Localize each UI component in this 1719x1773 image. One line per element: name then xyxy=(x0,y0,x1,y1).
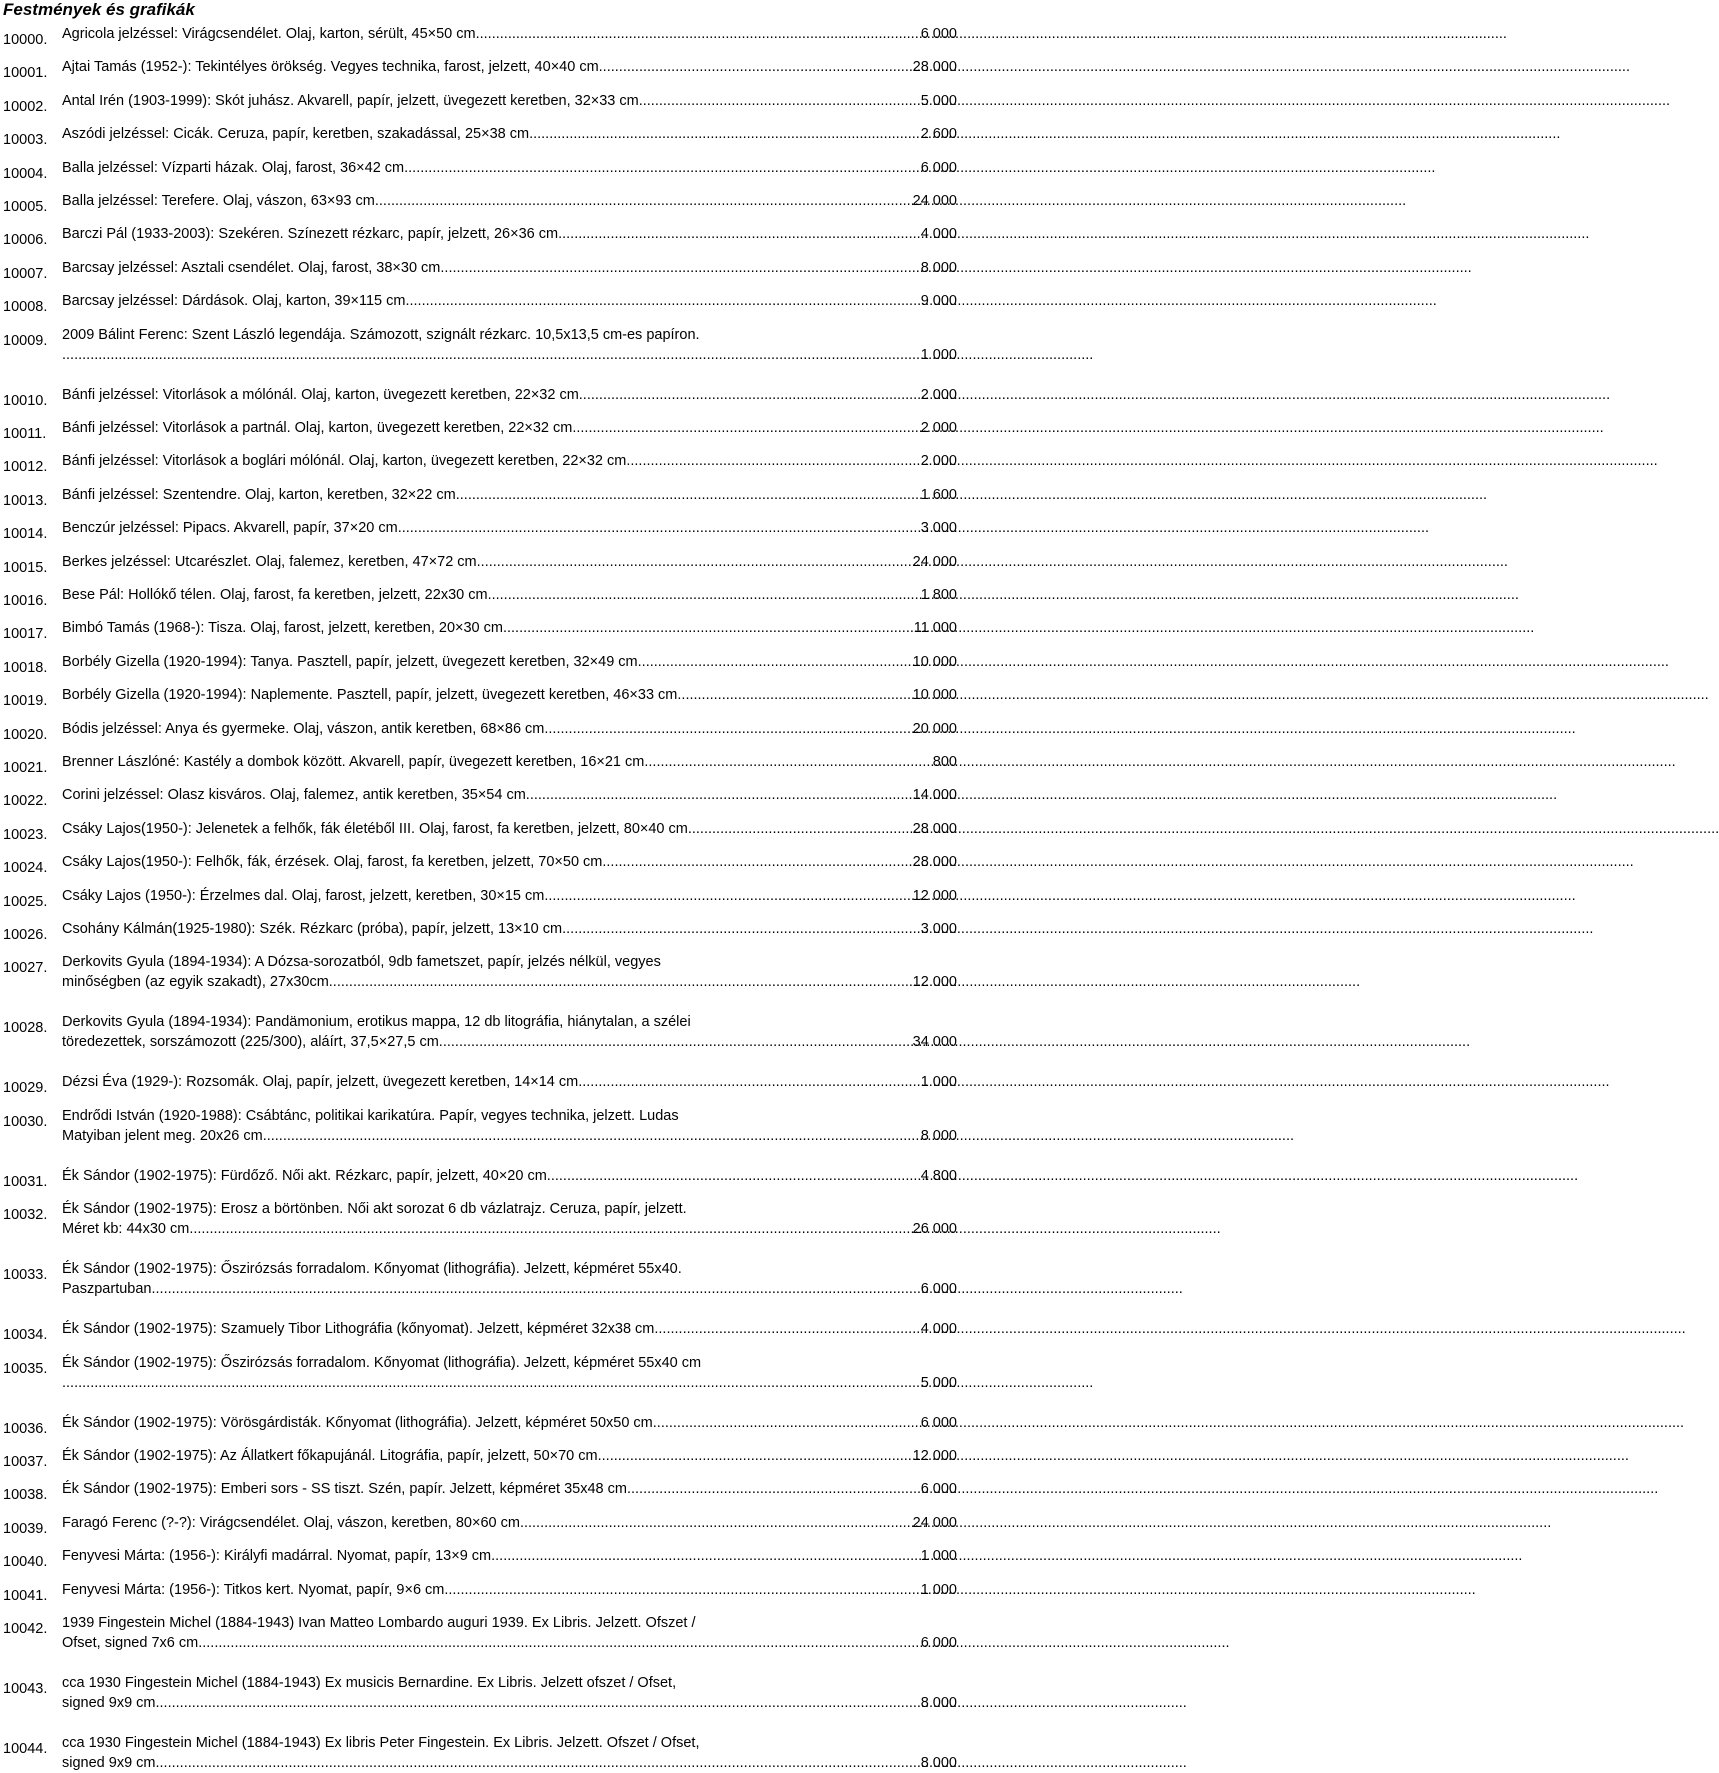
lot-description xyxy=(62,952,957,992)
lot-number: 10031. xyxy=(3,1173,48,1190)
lot-price: 9 000 xyxy=(920,293,957,310)
lot-description xyxy=(62,752,957,772)
lot-price: 1 800 xyxy=(920,587,957,603)
lot-price: 5 000 xyxy=(920,92,957,109)
lot-text: Bódis jelzéssel: Anya és gyermeke. Olaj, vászon, antik keretben, 68×86 cm xyxy=(62,720,545,737)
lot-text: cca 1930 Fingestein Michel (1884-1943) Ex libris Peter Fingestein. Ex Libris. Jelzett. Ofszet / Ofset, xyxy=(62,1735,700,1751)
lot-text: Barczi Pál (1933-2003): Szekéren. Színezett rézkarc, papír, jelzett, 26×36 cm xyxy=(62,226,559,243)
lot-text: Bánfi jelzéssel: Vitorlások a partnál. Olaj, karton, üvegezett keretben, 22×32 cm xyxy=(62,420,573,436)
lot-description xyxy=(62,1319,957,1339)
lot-number: 10023. xyxy=(3,826,48,843)
lot-number: 10033. xyxy=(3,1267,48,1284)
dot-leader xyxy=(404,158,921,178)
lot-description xyxy=(62,1479,957,1499)
lot-text: Bánfi jelzéssel: Vitorlások a boglári mólónál. Olaj, karton, üvegezett keretben, 22×32 cm xyxy=(62,453,627,470)
lot-text: Aszódi jelzéssel: Cicák. Ceruza, papír, keretben, szakadással, 25×38 cm xyxy=(62,126,530,143)
lot-description xyxy=(62,291,957,311)
lot-text: Corini jelzéssel: Olasz kisváros. Olaj, falemez, antik keretben, 35×54 cm xyxy=(62,787,526,804)
dot-leader xyxy=(439,1032,913,1052)
lot-text: Fenyvesi Márta: (1956-): Királyfi madárral. Nyomat, papír, 13×9 cm xyxy=(62,1548,492,1565)
lot-description xyxy=(62,1513,957,1533)
lot-number: 10029. xyxy=(3,1080,48,1097)
lot-line xyxy=(62,385,957,405)
lot-text: Bese Pál: Hollókő télen. Olaj, farost, fa keretben, jelzett, 22x30 cm xyxy=(62,587,488,603)
lot-line xyxy=(62,1373,957,1393)
lot-line xyxy=(62,91,957,111)
lot-description xyxy=(62,451,957,471)
lot-text: Csohány Kálmán(1925-1980): Szék. Rézkarc (próba), papír, jelzett, 13×10 cm xyxy=(62,921,563,937)
lot-price: 10 000 xyxy=(912,687,957,704)
lot-number: 10014. xyxy=(3,526,48,543)
lot-description xyxy=(62,1072,957,1092)
lot-number: 10007. xyxy=(3,265,48,282)
dot-leader xyxy=(578,1072,920,1092)
dot-leader xyxy=(598,1446,913,1466)
lot-line xyxy=(62,919,957,939)
dot-leader xyxy=(644,752,932,772)
lot-price: 1 000 xyxy=(920,1581,957,1598)
lot-text: Brenner Lászlóné: Kastély a dombok között. Akvarell, papír, üvegezett keretben, 16×21 cm xyxy=(62,754,645,770)
dot-leader xyxy=(477,552,913,572)
lot-description xyxy=(62,24,957,44)
lot-text: Ajtai Tamás (1952-): Tekintélyes örökség. Vegyes technika, farost, jelzett, 40×40 cm xyxy=(62,59,599,76)
lot-text: Ék Sándor (1902-1975): Őszirózsás forradalom. Kőnyomat (lithográfia). Jelzett, képméret 55x40 cm xyxy=(62,1354,702,1371)
dot-leader xyxy=(599,57,913,77)
lot-description xyxy=(62,652,957,672)
lot-text: Ék Sándor (1902-1975): Őszirózsás forradalom. Kőnyomat (lithográfia). Jelzett, képméret 55x40. xyxy=(62,1261,682,1278)
lot-text: 1939 Fingestein Michel (1884-1943) Ivan Matteo Lombardo auguri 1939. Ex Libris. Jelzett. Ofszet / xyxy=(62,1615,696,1631)
lot-description xyxy=(62,258,957,278)
dot-leader xyxy=(62,345,921,365)
lot-description xyxy=(62,886,957,906)
lot-text: Ék Sándor (1902-1975): Vörösgárdisták. Kőnyomat (lithográfia). Jelzett, képméret 50x50 cm xyxy=(62,1414,653,1431)
lot-line xyxy=(62,1072,957,1092)
lot-line xyxy=(62,224,957,244)
lot-line xyxy=(62,652,957,672)
lot-text: Barcsay jelzéssel: Dárdások. Olaj, karton, 39×115 cm xyxy=(62,293,406,310)
dot-leader xyxy=(156,1693,921,1713)
lot-price: 24 000 xyxy=(912,1514,957,1531)
lot-price: 12 000 xyxy=(912,1448,957,1464)
dot-leader xyxy=(572,418,920,438)
lot-price: 1 000 xyxy=(920,346,957,363)
dot-leader xyxy=(639,91,921,111)
lot-number: 10026. xyxy=(3,927,48,943)
lot-number: 10037. xyxy=(3,1454,48,1470)
lot-price: 24 000 xyxy=(912,553,957,570)
dot-leader xyxy=(653,1413,921,1433)
lot-description xyxy=(62,418,957,438)
dot-leader xyxy=(558,224,921,244)
dot-leader xyxy=(440,258,920,278)
dot-leader xyxy=(491,1546,921,1566)
lot-description xyxy=(62,124,957,144)
dot-leader xyxy=(638,652,913,672)
dot-leader xyxy=(151,1279,920,1299)
lot-price: 12 000 xyxy=(912,974,957,991)
dot-leader xyxy=(189,1219,912,1239)
lot-text: Ofset, signed 7x6 cm xyxy=(62,1635,199,1651)
lot-text: Barcsay jelzéssel: Asztali csendélet. Olaj, farost, 38×30 cm xyxy=(62,259,441,276)
lot-line xyxy=(62,345,957,365)
dot-leader xyxy=(405,291,920,311)
lot-price: 8 000 xyxy=(920,1755,957,1771)
lot-description xyxy=(62,852,957,872)
lot-number: 10043. xyxy=(3,1681,48,1697)
lot-description xyxy=(62,1259,957,1299)
lot-text: Bimbó Tamás (1968-): Tisza. Olaj, farost, jelzett, keretben, 20×30 cm xyxy=(62,620,503,637)
lot-text: Ék Sándor (1902-1975): Az Állatkert főkapujánál. Litográfia, papír, jelzett, 50×70 cm xyxy=(62,1448,598,1464)
lot-number: 10000. xyxy=(3,32,48,48)
lot-line xyxy=(62,972,957,992)
lot-line xyxy=(62,685,957,705)
lot-description xyxy=(62,1413,957,1433)
lot-price: 1 000 xyxy=(920,1548,957,1565)
lot-line xyxy=(62,1446,957,1466)
lot-text: Csáky Lajos(1950-): Felhők, fák, érzések. Olaj, farost, fa keretben, jelzett, 70×50 cm xyxy=(62,854,603,871)
dot-leader xyxy=(156,1753,921,1773)
dot-leader xyxy=(263,1126,921,1146)
dot-leader xyxy=(529,124,921,144)
dot-leader xyxy=(544,719,912,739)
lot-description xyxy=(62,719,957,739)
lot-line xyxy=(62,258,957,278)
lot-line xyxy=(62,1513,957,1533)
lot-text: Antal Irén (1903-1999): Skót juhász. Akvarell, papír, jelzett, üvegezett keretben, 32×33 cm xyxy=(62,92,639,109)
lot-line xyxy=(62,451,957,471)
lot-text: Fenyvesi Márta: (1956-): Titkos kert. Nyomat, papír, 9×6 cm xyxy=(62,1581,445,1598)
lot-line xyxy=(62,1580,957,1600)
lot-number: 10034. xyxy=(3,1327,48,1344)
lot-price: 6 000 xyxy=(920,1281,957,1298)
lot-text: Berkes jelzéssel: Utcarészlet. Olaj, falemez, keretben, 47×72 cm xyxy=(62,553,477,570)
lot-description xyxy=(62,1012,957,1052)
lot-number: 10025. xyxy=(3,893,48,910)
dot-leader xyxy=(503,618,914,638)
lot-price: 28 000 xyxy=(912,59,957,76)
lot-description xyxy=(62,919,957,939)
lot-description xyxy=(62,385,957,405)
dot-leader xyxy=(398,518,921,538)
lot-price: 8 000 xyxy=(920,1127,957,1144)
lot-number: 10030. xyxy=(3,1113,48,1130)
lot-line xyxy=(62,886,957,906)
lot-text: Ék Sándor (1902-1975): Fürdőző. Női akt. Rézkarc, papír, jelzett, 40×20 cm xyxy=(62,1167,547,1184)
lot-description xyxy=(62,1733,957,1773)
lot-price: 14 000 xyxy=(912,787,957,804)
lot-line xyxy=(62,1413,957,1433)
dot-leader xyxy=(688,819,913,839)
lot-price: 26 000 xyxy=(912,1221,957,1238)
lot-text: Borbély Gizella (1920-1994): Tanya. Pasztell, papír, jelzett, üvegezett keretben, 32×49 cm xyxy=(62,653,638,670)
lot-price: 800 xyxy=(932,754,957,770)
lot-number: 10018. xyxy=(3,659,48,676)
dot-leader xyxy=(626,451,920,471)
lot-line xyxy=(62,1479,957,1499)
lot-description xyxy=(62,57,957,77)
dot-leader xyxy=(654,1319,920,1339)
dot-leader xyxy=(579,385,921,405)
lot-description xyxy=(62,1446,957,1466)
dot-leader xyxy=(544,886,912,906)
lot-price: 3 000 xyxy=(920,921,957,937)
lot-number: 10021. xyxy=(3,760,48,776)
lot-price: 24 000 xyxy=(912,193,957,209)
lot-line xyxy=(62,518,957,538)
lot-price: 6 000 xyxy=(920,26,957,42)
lot-text: Agricola jelzéssel: Virágcsendélet. Olaj, karton, sérült, 45×50 cm xyxy=(62,26,476,42)
lot-number: 10022. xyxy=(3,793,48,810)
lot-line xyxy=(62,418,957,438)
lot-text: Matyiban jelent meg. 20x26 cm xyxy=(62,1127,263,1144)
dot-leader xyxy=(677,685,912,705)
lot-description xyxy=(62,191,957,211)
lot-line xyxy=(62,1633,957,1653)
lot-price: 28 000 xyxy=(912,854,957,871)
lot-description xyxy=(62,1166,957,1186)
lot-number: 10044. xyxy=(3,1741,48,1757)
lot-line xyxy=(62,57,957,77)
lot-price: 20 000 xyxy=(912,720,957,737)
lot-number: 10008. xyxy=(3,299,48,316)
lot-text: töredezettek, sorszámozott (225/300), aláírt, 37,5×27,5 cm xyxy=(62,1034,439,1051)
lot-description xyxy=(62,158,957,178)
section-title: Festmények és grafikák xyxy=(3,0,195,19)
lot-text: Endrődi István (1920-1988): Csábtánc, politikai karikatúra. Papír, vegyes technika, jelzett. Ludas xyxy=(62,1107,679,1124)
lot-price: 3 000 xyxy=(920,520,957,537)
lot-price: 28 000 xyxy=(912,820,957,837)
lot-description xyxy=(62,91,957,111)
lot-text: Derkovits Gyula (1894-1934): A Dózsa-sorozatból, 9db fametszet, papír, jelzés nélkül, vegyes xyxy=(62,954,661,971)
lot-price: 2 000 xyxy=(920,386,957,403)
lot-description xyxy=(62,325,957,365)
lot-number: 10015. xyxy=(3,559,48,576)
lot-text: Bánfi jelzéssel: Vitorlások a mólónál. Olaj, karton, üvegezett keretben, 22×32 cm xyxy=(62,386,579,403)
lot-text: signed 9x9 cm xyxy=(62,1695,156,1711)
lot-description xyxy=(62,1106,957,1146)
lot-number: 10012. xyxy=(3,459,48,476)
lot-number: 10040. xyxy=(3,1554,48,1571)
dot-leader xyxy=(547,1166,921,1186)
lot-description xyxy=(62,685,957,705)
lot-number: 10003. xyxy=(3,132,48,149)
lot-line xyxy=(62,852,957,872)
lot-number: 10020. xyxy=(3,726,48,743)
lot-number: 10001. xyxy=(3,65,48,82)
lot-number: 10004. xyxy=(3,165,48,182)
lot-description xyxy=(62,1353,957,1393)
lot-line xyxy=(62,1319,957,1339)
dot-leader xyxy=(444,1580,920,1600)
lot-line xyxy=(62,1219,957,1239)
dot-leader xyxy=(526,785,913,805)
lot-text: Ék Sándor (1902-1975): Szamuely Tibor Lithográfia (kőnyomat). Jelzett, képméret 32x38 cm xyxy=(62,1321,655,1338)
lot-number: 10016. xyxy=(3,593,48,609)
lot-text: minőségben (az egyik szakadt), 27x30cm xyxy=(62,974,329,991)
lot-price: 6 000 xyxy=(920,1414,957,1431)
lot-line xyxy=(62,819,957,839)
lot-number: 10024. xyxy=(3,860,48,877)
lot-number: 10042. xyxy=(3,1621,48,1637)
dot-leader xyxy=(456,485,921,505)
lot-price: 4 800 xyxy=(920,1167,957,1184)
lot-number: 10006. xyxy=(3,232,48,249)
lot-price: 8 000 xyxy=(920,259,957,276)
lot-text: Balla jelzéssel: Terefere. Olaj, vászon, 63×93 cm xyxy=(62,193,375,209)
lot-number: 10039. xyxy=(3,1520,48,1537)
lot-line xyxy=(62,158,957,178)
lot-number: 10013. xyxy=(3,492,48,509)
lot-price: 4 000 xyxy=(920,226,957,243)
lot-description xyxy=(62,518,957,538)
dot-leader xyxy=(198,1633,921,1653)
lot-price: 1 000 xyxy=(920,1074,957,1091)
lot-price: 12 000 xyxy=(912,887,957,904)
lot-number: 10005. xyxy=(3,199,48,215)
lot-line xyxy=(62,785,957,805)
dot-leader xyxy=(375,191,913,211)
dot-leader xyxy=(62,1373,921,1393)
lot-description xyxy=(62,1673,957,1713)
lot-price: 1 600 xyxy=(920,486,957,503)
lot-price: 34 000 xyxy=(912,1034,957,1051)
lot-line xyxy=(62,1546,957,1566)
lot-description xyxy=(62,785,957,805)
lot-text: 2009 Bálint Ferenc: Szent László legendája. Számozott, szignált rézkarc. 10,5x13,5 cm-es papíron. xyxy=(62,326,700,343)
lot-line xyxy=(62,124,957,144)
lot-price: 2 600 xyxy=(920,126,957,143)
lot-number: 10002. xyxy=(3,98,48,115)
lot-description xyxy=(62,552,957,572)
lot-description xyxy=(62,618,957,638)
lot-line xyxy=(62,1753,957,1773)
lot-line xyxy=(62,618,957,638)
lot-text: cca 1930 Fingestein Michel (1884-1943) Ex musicis Bernardine. Ex Libris. Jelzett ofszet / Ofset, xyxy=(62,1675,677,1691)
dot-leader xyxy=(562,919,921,939)
dot-leader xyxy=(627,1479,921,1499)
dot-leader xyxy=(520,1513,913,1533)
lot-line xyxy=(62,24,957,44)
lot-number: 10009. xyxy=(3,332,48,349)
lot-number: 10017. xyxy=(3,626,48,643)
dot-leader xyxy=(488,585,921,605)
lot-number: 10041. xyxy=(3,1587,48,1604)
lot-line xyxy=(62,1126,957,1146)
lot-text: Csáky Lajos(1950-): Jelenetek a felhők, fák életéből III. Olaj, farost, fa keretben, jelzett, 80×40 cm xyxy=(62,820,688,837)
lot-price: 5 000 xyxy=(920,1374,957,1391)
lot-line xyxy=(62,485,957,505)
lot-price: 6 000 xyxy=(920,159,957,176)
lot-text: Derkovits Gyula (1894-1934): Pandämonium, erotikus mappa, 12 db litográfia, hiánytalan, a szélei xyxy=(62,1014,691,1031)
lot-line xyxy=(62,1166,957,1186)
lot-description xyxy=(62,1580,957,1600)
lot-line xyxy=(62,1693,957,1713)
lot-number: 10032. xyxy=(3,1207,48,1224)
lot-text: Méret kb: 44x30 cm xyxy=(62,1221,190,1238)
lot-number: 10019. xyxy=(3,693,48,710)
dot-leader xyxy=(329,972,913,992)
lot-text: signed 9x9 cm xyxy=(62,1755,156,1771)
dot-leader xyxy=(476,24,921,44)
lot-description xyxy=(62,1613,957,1653)
lot-line xyxy=(62,291,957,311)
lot-line xyxy=(62,585,957,605)
lot-price: 4 000 xyxy=(920,1321,957,1338)
lot-number: 10010. xyxy=(3,392,48,409)
lot-description xyxy=(62,1199,957,1239)
lot-text: Ék Sándor (1902-1975): Emberi sors - SS tiszt. Szén, papír. Jelzett, képméret 35x48 cm xyxy=(62,1481,627,1498)
lot-text: Balla jelzéssel: Vízparti házak. Olaj, farost, 36×42 cm xyxy=(62,159,405,176)
lot-number: 10011. xyxy=(3,426,47,442)
lot-text: Benczúr jelzéssel: Pipacs. Akvarell, papír, 37×20 cm xyxy=(62,520,398,537)
dot-leader xyxy=(602,852,912,872)
lot-description xyxy=(62,819,957,839)
lot-price: 6 000 xyxy=(920,1481,957,1498)
lot-text: Faragó Ferenc (?-?): Virágcsendélet. Olaj, vászon, keretben, 80×60 cm xyxy=(62,1514,520,1531)
lot-line xyxy=(62,552,957,572)
lot-text: Bánfi jelzéssel: Szentendre. Olaj, karton, keretben, 32×22 cm xyxy=(62,486,456,503)
lot-number: 10038. xyxy=(3,1487,48,1504)
lot-price: 6 000 xyxy=(920,1635,957,1651)
lot-price: 2 000 xyxy=(920,453,957,470)
lot-line xyxy=(62,1279,957,1299)
lot-description xyxy=(62,1546,957,1566)
lot-text: Paszpartuban xyxy=(62,1281,152,1298)
lot-number: 10036. xyxy=(3,1420,48,1437)
lot-description xyxy=(62,485,957,505)
lot-number: 10035. xyxy=(3,1360,48,1377)
lot-description xyxy=(62,585,957,605)
lot-text: Csáky Lajos (1950-): Érzelmes dal. Olaj, farost, jelzett, keretben, 30×15 cm xyxy=(62,887,545,904)
lot-number: 10028. xyxy=(3,1020,48,1037)
lot-line xyxy=(62,752,957,772)
lot-price: 2 000 xyxy=(920,420,957,436)
lot-line xyxy=(62,191,957,211)
lot-description xyxy=(62,224,957,244)
lot-number: 10027. xyxy=(3,960,48,977)
lot-price: 11 000 xyxy=(913,620,957,637)
lot-text: Dézsi Éva (1929-): Rozsomák. Olaj, papír, jelzett, üvegezett keretben, 14×14 cm xyxy=(62,1074,579,1091)
lot-text: Borbély Gizella (1920-1994): Naplemente. Pasztell, papír, jelzett, üvegezett keretben, 46×33 cm xyxy=(62,687,678,704)
lot-line xyxy=(62,719,957,739)
lot-price: 10 000 xyxy=(912,653,957,670)
lot-price: 8 000 xyxy=(920,1695,957,1711)
lot-line xyxy=(62,1032,957,1052)
lot-text: Ék Sándor (1902-1975): Erosz a börtönben. Női akt sorozat 6 db vázlatrajz. Ceruza, papír, jelzett. xyxy=(62,1201,687,1218)
